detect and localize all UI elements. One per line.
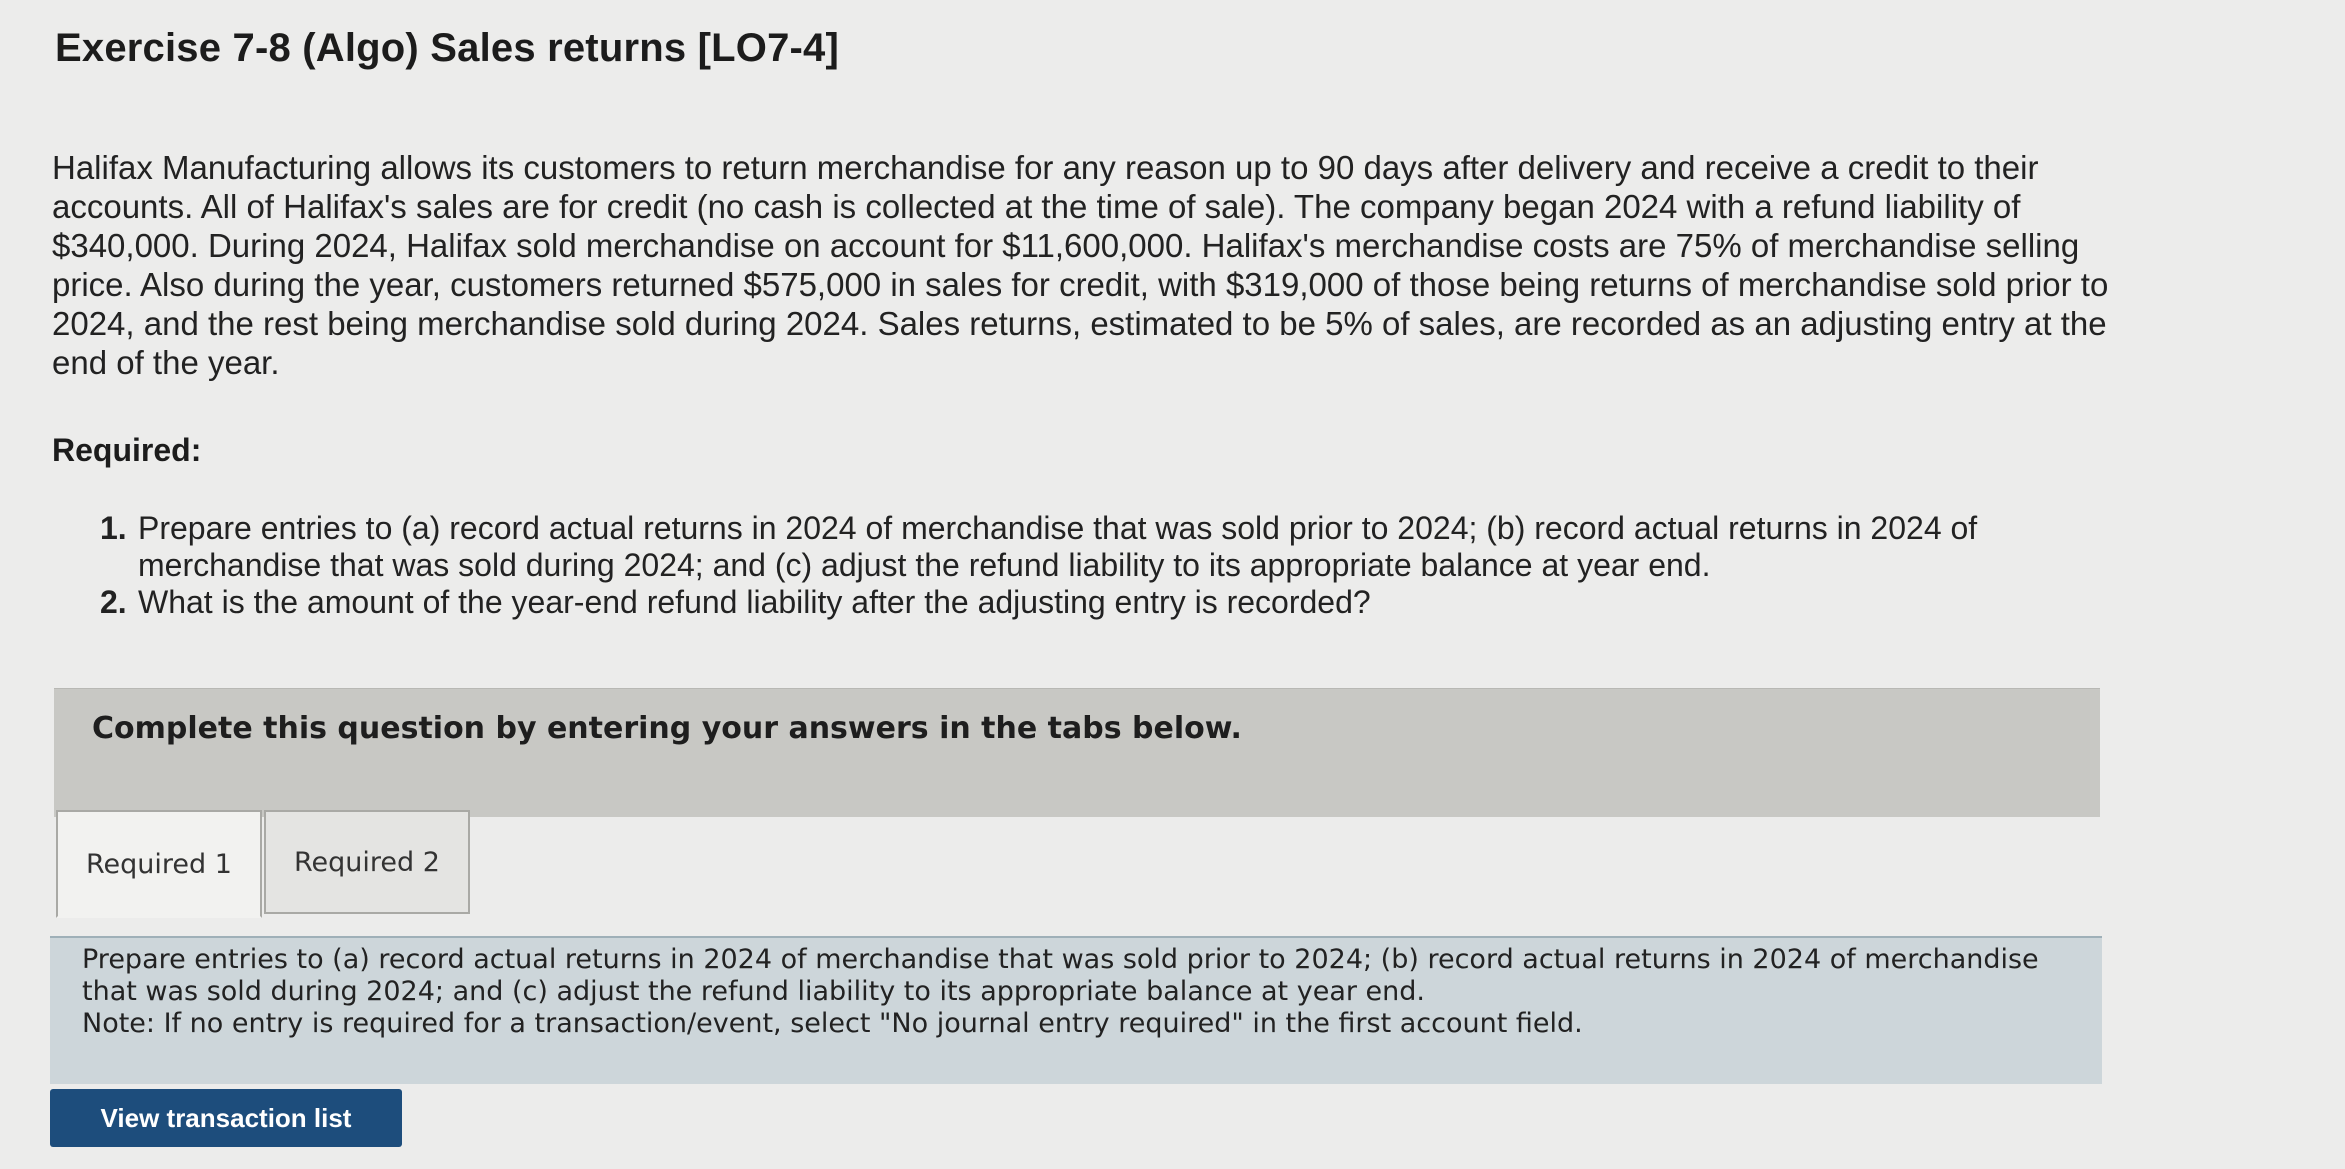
tab-required-2[interactable]: Required 2 (264, 810, 470, 914)
instruction-banner (54, 688, 2100, 817)
exercise-title: Exercise 7-8 (Algo) Sales returns [LO7-4] (55, 26, 840, 70)
panel-instructions: Prepare entries to (a) record actual returns in 2024 of merchandise that was sold prior to 2024; (b) record actual returns in 2024 of merchandise that was sold during 2024; and (c) adjust the refund liability to its appropriate balance at year end. (82, 944, 2039, 1007)
required-item-number: 1. (100, 510, 127, 546)
required-item-2 (100, 584, 2160, 621)
tab-panel-required-1 (50, 936, 2102, 1084)
required-heading: Required: (52, 432, 202, 468)
required-item-text: What is the amount of the year-end refund liability after the adjusting entry is recorded? (138, 584, 1371, 620)
exercise-intro: Halifax Manufacturing allows its customers to return merchandise for any reason up to 90 days after delivery and receive a credit to their accounts. All of Halifax's sales are for credit (no cash is collected at the time of sale). The company began 2024 with a refund liability of $340,000. During 2024, Halifax sold merchandise on account for $11,600,000. Halifax's merchandise costs are 75% of merchandise selling price. Also during the year, customers returned $575,000 in sales for credit, with $319,000 of those being returns of merchandise sold prior to 2024, and the rest being merchandise sold during 2024. Sales returns, estimated to be 5% of sales, are recorded as an adjusting entry at the end of the year. (52, 149, 2109, 381)
tab-required-1[interactable]: Required 1 (56, 810, 262, 918)
instruction-text: Complete this question by entering your answers in the tabs below. (92, 711, 1242, 746)
panel-note: Note: If no entry is required for a transaction/event, select "No journal entry required" in the first account field. (82, 1008, 1583, 1039)
required-item-number: 2. (100, 584, 127, 620)
required-list (100, 510, 2160, 621)
tab-bar (56, 810, 470, 918)
view-transaction-list-button[interactable]: View transaction list (50, 1089, 402, 1147)
required-item-1 (100, 510, 2160, 584)
required-item-text: Prepare entries to (a) record actual returns in 2024 of merchandise that was sold prior to 2024; (b) record actual returns in 2024 of merchandise that was sold during 2024; and (c) adjust the refund liability to its appropriate balance at year end. (138, 510, 1978, 583)
